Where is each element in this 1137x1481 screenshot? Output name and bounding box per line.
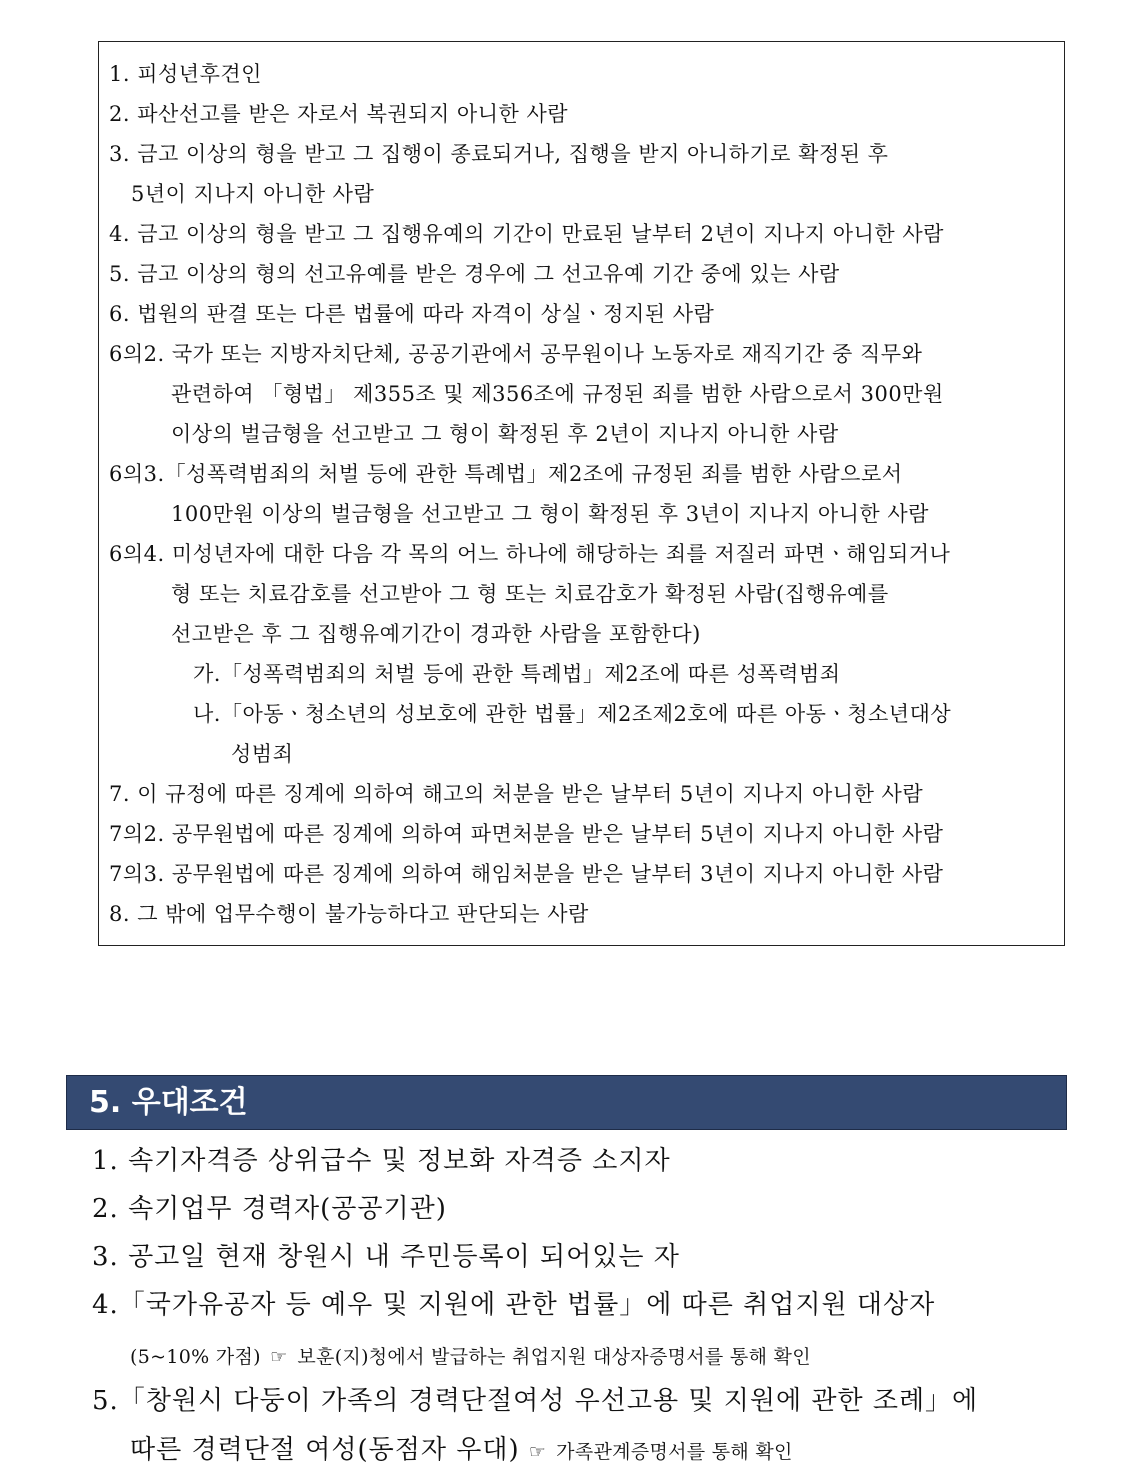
- disqualification-item: 7의2. 공무원법에 따른 징계에 의하여 파면처분을 받은 날부터 5년이 지나지 아니한 사람: [109, 822, 944, 846]
- preference-item: [92, 1237, 680, 1277]
- disqualification-item: 4. 금고 이상의 형을 받고 그 집행유예의 기간이 만료된 날부터 2년이 지나지 아니한 사람: [109, 222, 944, 246]
- disqualification-item: 6의2. 국가 또는 지방자치단체, 공공기관에서 공무원이나 노동자로 재직기간 중 직무와: [109, 342, 923, 366]
- disqualification-item: 1. 피성년후견인: [109, 62, 262, 86]
- preference-text: 4.「국가유공자 등 예우 및 지원에 관한 법률」에 따른 취업지원 대상자: [92, 1290, 936, 1320]
- verification-note: 가족관계증명서를 통해 확인: [556, 1441, 793, 1463]
- pointing-hand-icon: ☞: [270, 1346, 289, 1368]
- verification-note: 보훈(지)청에서 발급하는 취업지원 대상자증명서를 통해 확인: [297, 1346, 811, 1368]
- disqualification-item: 6의4. 미성년자에 대한 다음 각 목의 어느 하나에 해당하는 죄를 저질러 파면ㆍ해임되거나: [109, 542, 951, 566]
- disqualification-item-continuation: 선고받은 후 그 집행유예기간이 경과한 사람을 포함한다): [171, 622, 701, 646]
- preference-note: [130, 1335, 811, 1377]
- disqualification-subitem: 가.「성폭력범죄의 처벌 등에 관한 특례법」제2조에 따른 성폭력범죄: [193, 662, 841, 686]
- disqualification-item: 6. 법원의 판결 또는 다른 법률에 따라 자격이 상실ㆍ정지된 사람: [109, 302, 715, 326]
- disqualification-item-continuation: 이상의 벌금형을 선고받고 그 형이 확정된 후 2년이 지나지 아니한 사람: [171, 422, 839, 446]
- preference-text: 2. 속기업무 경력자(공공기관): [92, 1194, 447, 1224]
- disqualification-box: [98, 41, 1065, 946]
- disqualification-item-continuation: 형 또는 치료감호를 선고받아 그 형 또는 치료감호가 확정된 사람(집행유예를: [171, 582, 889, 606]
- preference-text: 5.「창원시 다둥이 가족의 경력단절여성 우선고용 및 지원에 관한 조례」에: [92, 1386, 979, 1416]
- disqualification-item: 7의3. 공무원법에 따른 징계에 의하여 해임처분을 받은 날부터 3년이 지나지 아니한 사람: [109, 862, 944, 886]
- disqualification-item: 5. 금고 이상의 형의 선고유예를 받은 경우에 그 선고유예 기간 중에 있는 사람: [109, 262, 840, 286]
- disqualification-item: 8. 그 밖에 업무수행이 불가능하다고 판단되는 사람: [109, 902, 589, 926]
- disqualification-item-continuation: 관련하여 「형법」 제355조 및 제356조에 규정된 죄를 범한 사람으로서 300만원: [171, 382, 944, 406]
- preference-item: [92, 1141, 671, 1181]
- disqualification-item-continuation: 100만원 이상의 벌금형을 선고받고 그 형이 확정된 후 3년이 지나지 아니한 사람: [171, 502, 929, 526]
- disqualification-item-continuation: 5년이 지나지 아니한 사람: [131, 182, 375, 206]
- disqualification-subitem: 나.「아동ㆍ청소년의 성보호에 관한 법률」제2조제2호에 따른 아동ㆍ청소년대상: [193, 702, 952, 726]
- disqualification-item: 7. 이 규정에 따른 징계에 의하여 해고의 처분을 받은 날부터 5년이 지나지 아니한 사람: [109, 782, 924, 806]
- pointing-hand-icon: ☞: [528, 1441, 547, 1463]
- disqualification-item: 3. 금고 이상의 형을 받고 그 집행이 종료되거나, 집행을 받지 아니하기로 확정된 후: [109, 142, 889, 166]
- disqualification-item: 2. 파산선고를 받은 자로서 복권되지 아니한 사람: [109, 102, 569, 126]
- preference-item-continuation: [130, 1430, 793, 1472]
- disqualification-subitem-continuation: 성범죄: [231, 742, 294, 766]
- preference-text: 1. 속기자격증 상위급수 및 정보화 자격증 소지자: [92, 1146, 671, 1176]
- preference-text: 3. 공고일 현재 창원시 내 주민등록이 되어있는 자: [92, 1242, 680, 1272]
- preference-item: [92, 1381, 978, 1421]
- preference-item: [92, 1189, 447, 1229]
- preference-text: 따른 경력단절 여성(동점자 우대): [130, 1435, 520, 1465]
- disqualification-item: 6의3.「성폭력범죄의 처벌 등에 관한 특례법」제2조에 규정된 죄를 범한 사람으로서: [109, 462, 903, 486]
- section-header: [66, 1075, 1067, 1130]
- preference-item: [92, 1285, 935, 1325]
- section-title: 5. 우대조건: [89, 1085, 248, 1120]
- bonus-points-note: (5~10% 가점): [130, 1346, 261, 1368]
